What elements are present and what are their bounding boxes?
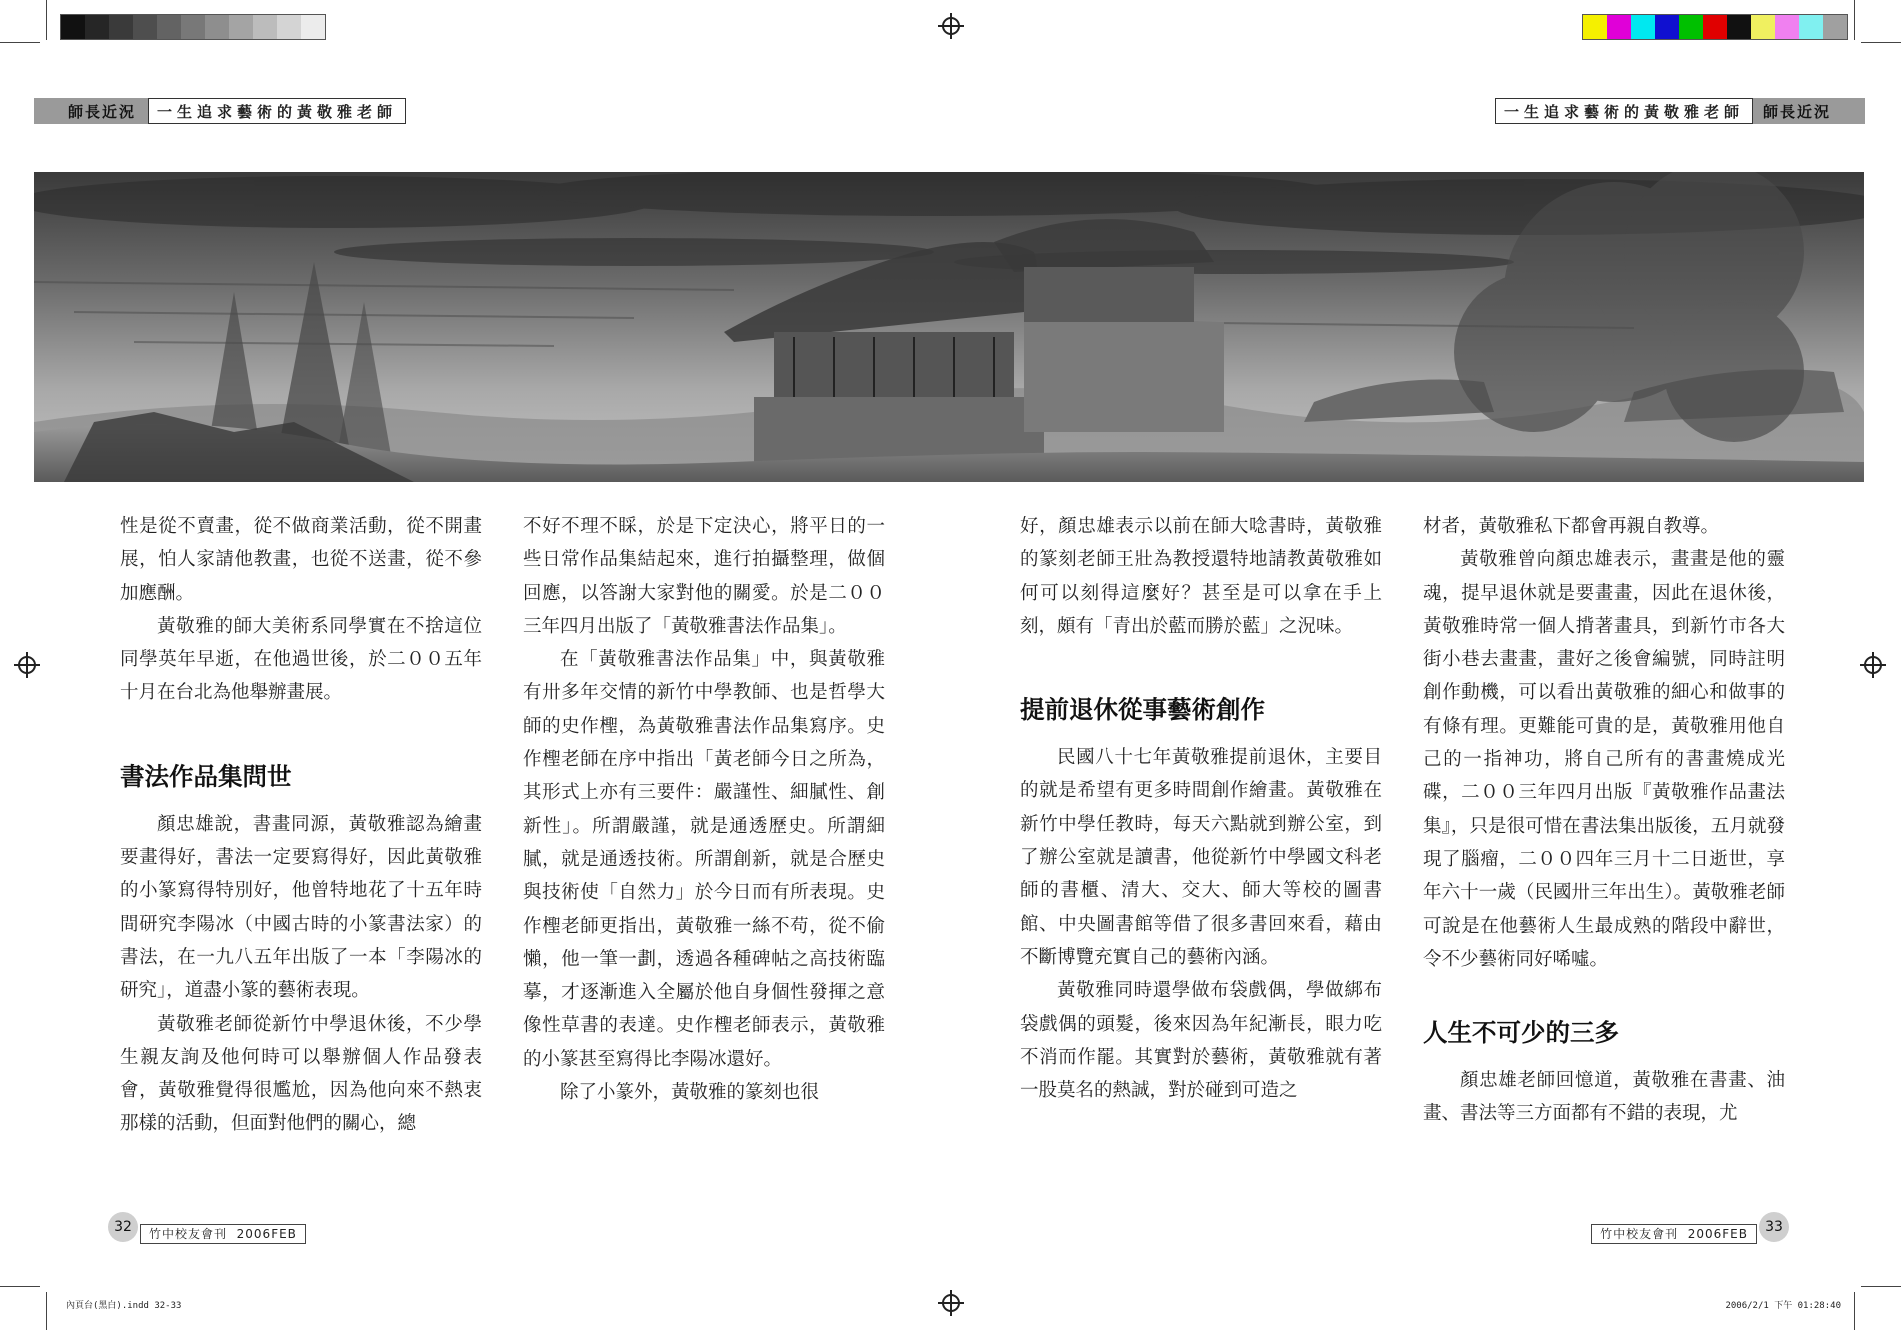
color-swatch bbox=[1775, 15, 1799, 39]
paragraph: 除了小篆外，黃敬雅的篆刻也很 bbox=[560, 1082, 820, 1104]
section-heading: 提前退休從事藝術創作 bbox=[1020, 695, 1265, 725]
color-swatch bbox=[1751, 15, 1775, 39]
section-heading: 書法作品集問世 bbox=[120, 761, 292, 791]
color-swatch bbox=[253, 15, 277, 39]
paragraph: 材者，黃敬雅私下都會再親自教導。 bbox=[1423, 516, 1720, 537]
journal-footer bbox=[140, 1224, 306, 1244]
paragraph: 好，顏忠雄表示以前在師大唸書時，黃敬雅的篆刻老師王壯為教授還特地請教黃敬雅如何可以刻得這麼好？甚至是可以拿在手上刻，頗有「青出於藍而勝於藍」之況味。 bbox=[1020, 516, 1382, 637]
color-swatch bbox=[1679, 15, 1703, 39]
color-swatch bbox=[205, 15, 229, 39]
journal-footer bbox=[1591, 1224, 1757, 1244]
crop-mark bbox=[1854, 1292, 1855, 1330]
crop-mark bbox=[1861, 1286, 1901, 1287]
color-swatch bbox=[133, 15, 157, 39]
registration-mark bbox=[942, 17, 960, 35]
paragraph: 黃敬雅曾向顏忠雄表示，畫畫是他的靈魂，提早退休就是要畫畫，因此在退休後，黃敬雅時常一個人揹著畫具，到新竹市各大街小巷去畫畫，畫好之後會編號，同時註明創作動機，可以看出黃敬雅的細心和做事的有條有理。更難能可貴的是，黃敬雅用他自己的一指神功，將自己所有的書畫燒成光碟，二００三年四月出版『黃敬雅作品畫法集』，只是很可惜在書法集出版後，五月就發現了腦瘤，二００四年三月十二日逝世，享年六十一歲（民國卅三年出生）。黃敬雅老師可說是在他藝術人生最成熟的階段中辭世，令不少藝術同好唏噓。 bbox=[1423, 549, 1785, 970]
section-label: 師長近況 bbox=[34, 98, 148, 124]
paragraph: 黃敬雅老師從新竹中學退休後，不少學生親友詢及他何時可以舉辦個人作品發表會，黃敬雅覺得很尷尬，因為他向來不熱衷那樣的活動，但面對他們的關心，總 bbox=[120, 1013, 482, 1135]
text-column-2 bbox=[523, 510, 885, 1109]
color-swatch bbox=[1607, 15, 1631, 39]
crop-mark bbox=[46, 1292, 47, 1330]
color-swatch bbox=[1583, 15, 1607, 39]
header-left bbox=[34, 98, 406, 124]
color-swatch bbox=[1799, 15, 1823, 39]
timestamp-slug: 2006/2/1 下午 01:28:40 bbox=[1725, 1301, 1841, 1311]
paragraph: 顏忠雄老師回憶道，黃敬雅在書畫、油畫、書法等三方面都有不錯的表現，尤 bbox=[1423, 1070, 1785, 1125]
color-bar bbox=[1582, 14, 1848, 40]
color-swatch bbox=[229, 15, 253, 39]
registration-mark bbox=[18, 656, 36, 674]
color-swatch bbox=[1823, 15, 1847, 39]
paragraph: 不好不理不睬，於是下定決心，將平日的一些日常作品集結起來，進行拍攝整理，做個回應，以答謝大家對他的關愛。於是二００三年四月出版了「黃敬雅書法作品集」。 bbox=[523, 516, 885, 637]
section-label: 師長近況 bbox=[1753, 98, 1865, 124]
paragraph: 性是從不賣畫，從不做商業活動，從不開畫展，怕人家請他教畫，也從不送畫，從不參加應酬。 bbox=[120, 516, 482, 604]
journal-name: 竹中校友會刊 bbox=[149, 1227, 228, 1241]
journal-name: 竹中校友會刊 bbox=[1600, 1227, 1679, 1241]
color-swatch bbox=[61, 15, 85, 39]
paragraph: 顏忠雄說，書畫同源，黃敬雅認為繪畫要畫得好，書法一定要寫得好，因此黃敬雅的小篆寫得特別好，他曾特地花了十五年時間研究李陽冰（中國古時的小篆書法家）的書法，在一九八五年出版了一本「李陽冰的研究」，道盡小篆的藝術表現。 bbox=[120, 813, 482, 1002]
page-number: 33 bbox=[1759, 1212, 1789, 1242]
paragraph: 在「黃敬雅書法作品集」中，與黃敬雅有卅多年交情的新竹中學教師、也是哲學大師的史作檉，為黃敬雅書法作品集寫序。史作檉老師在序中指出「黃老師今日之所為，其形式上亦有三要件：嚴謹性、細膩性、創新性」。所謂嚴謹，就是通透歷史。所謂細膩，就是通透技術。所謂創新，就是合歷史與技術使「自然力」於今日而有所表現。史作檉老師更指出，黃敬雅一絲不苟，從不偷懶，他一筆一劃，透過各種碑帖之高技術臨摹，才逐漸進入全屬於他自身個性發揮之意像性草書的表達。史作檉老師表示，黃敬雅的小篆甚至寫得比李陽冰還好。 bbox=[523, 649, 885, 1070]
paragraph: 黃敬雅同時還學做布袋戲偶，學做綁布袋戲偶的頭髮，後來因為年紀漸長，眼力吃不消而作罷。其實對於藝術，黃敬雅就有著一股莫名的熱誠，對於碰到可造之 bbox=[1020, 980, 1382, 1102]
color-swatch bbox=[277, 15, 301, 39]
crop-mark bbox=[46, 0, 47, 40]
text-column-3 bbox=[1020, 510, 1382, 1107]
crop-mark bbox=[1861, 42, 1901, 43]
color-swatch bbox=[1703, 15, 1727, 39]
paragraph: 民國八十七年黃敬雅提前退休，主要目的就是希望有更多時間創作繪畫。黃敬雅在新竹中學任教時，每天六點就到辦公室，到了辦公室就是讀書，他從新竹中學國文科老師的書櫃、清大、交大、師大等校的圖書館、中央圖書館等借了很多書回來看，藉由不斷博覽充實自己的藝術內涵。 bbox=[1020, 747, 1382, 968]
header-right bbox=[1495, 98, 1865, 124]
article-title: 一生追求藝術的黃敬雅老師 bbox=[148, 98, 406, 124]
color-swatch bbox=[1727, 15, 1751, 39]
color-swatch bbox=[157, 15, 181, 39]
crop-mark bbox=[0, 42, 40, 43]
banner-painting bbox=[34, 172, 1864, 482]
section-heading: 人生不可少的三多 bbox=[1423, 1018, 1619, 1048]
article-title: 一生追求藝術的黃敬雅老師 bbox=[1495, 98, 1753, 124]
text-column-4 bbox=[1423, 510, 1785, 1131]
paragraph: 黃敬雅的師大美術系同學實在不捨這位同學英年早逝，在他過世後，於二００五年十月在台北為他舉辦畫展。 bbox=[120, 615, 482, 704]
issue-label: 2006FEB bbox=[1687, 1227, 1748, 1241]
registration-mark bbox=[942, 1294, 960, 1312]
color-swatch bbox=[301, 15, 325, 39]
color-swatch bbox=[1631, 15, 1655, 39]
issue-label: 2006FEB bbox=[236, 1227, 297, 1241]
color-swatch bbox=[181, 15, 205, 39]
ink-painting-image bbox=[34, 172, 1864, 482]
text-column-1 bbox=[120, 510, 482, 1141]
registration-mark bbox=[1864, 656, 1882, 674]
crop-mark bbox=[0, 1286, 40, 1287]
crop-mark bbox=[1854, 0, 1855, 40]
file-slug: 內頁台(黑白).indd 32-33 bbox=[66, 1301, 182, 1311]
color-swatch bbox=[85, 15, 109, 39]
grayscale-bar bbox=[60, 14, 326, 40]
color-swatch bbox=[109, 15, 133, 39]
page-number: 32 bbox=[108, 1212, 138, 1242]
color-swatch bbox=[1655, 15, 1679, 39]
